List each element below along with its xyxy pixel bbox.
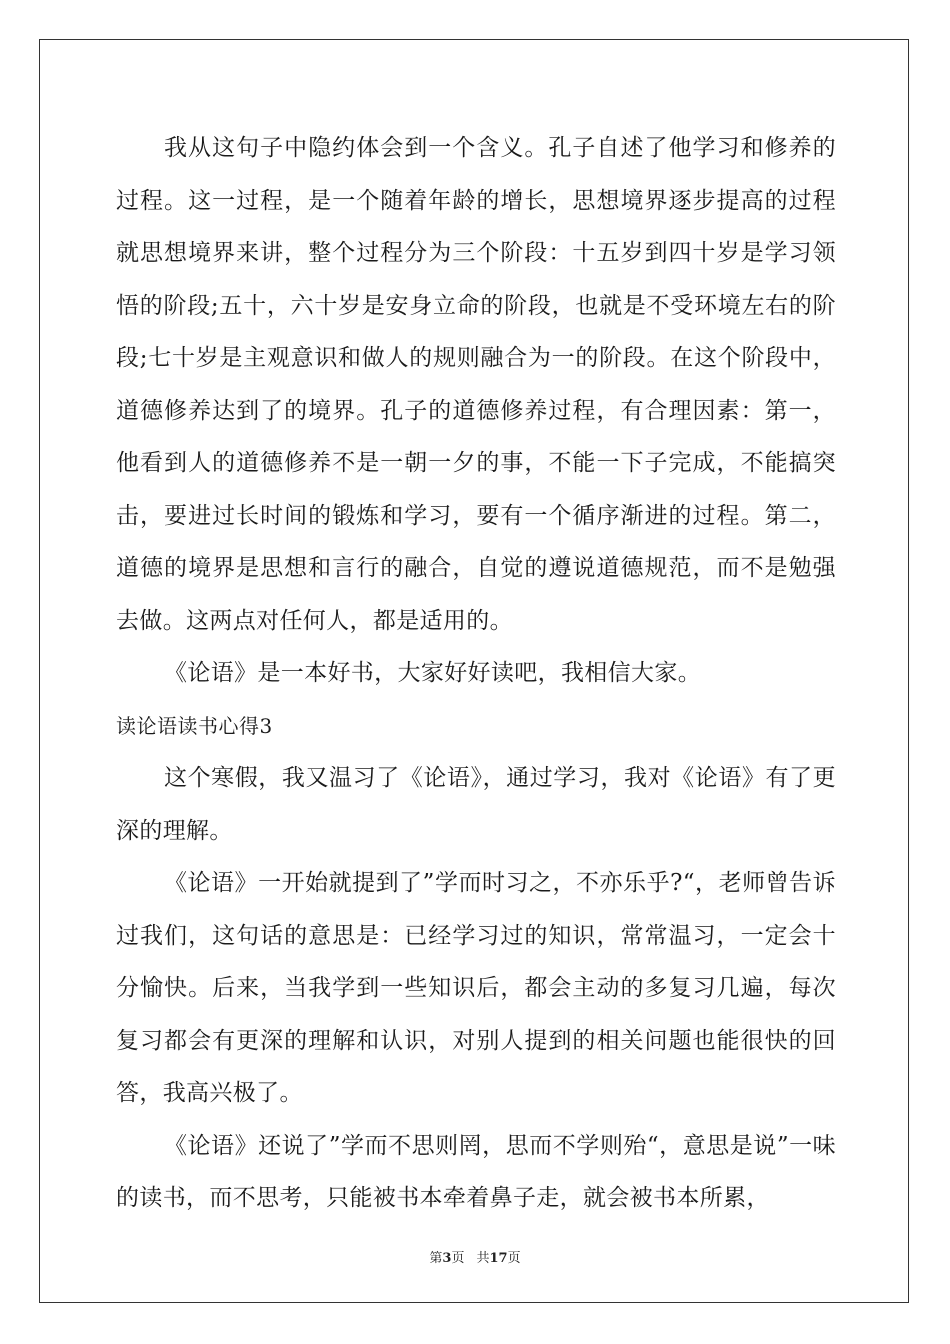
paragraph-4: 《论语》一开始就提到了”学而时习之，不亦乐乎?“，老师曾告诉过我们，这句话的意思是：已经学习过的知识，常常温习，一定会十分愉快。后来，当我学到一些知识后，都会主动的多复习几遍，每次复习都会有更深的理解和认识，对别人提到的相关问题也能很快的回答，我高兴极了。 xyxy=(116,870,836,1106)
paragraph-1: 我从这句子中隐约体会到一个含义。孔子自述了他学习和修养的过程。这一过程，是一个随着年龄的增长，思想境界逐步提高的过程就思想境界来讲，整个过程分为三个阶段：十五岁到四十岁是学习领悟的阶段;五十，六十岁是安身立命的阶段，也就是不受环境左右的阶段;七十岁是主观意识和做人的规则融合为一的阶段。在这个阶段中，道德修养达到了的境界。孔子的道德修养过程，有合理因素：第一，他看到人的道德修养不是一朝一夕的事，不能一下子完成，不能搞突击，要进过长时间的锻炼和学习，要有一个循序渐进的过程。第二，道德的境界是思想和言行的融合，自觉的遵说道德规范，而不是勉强去做。这两点对任何人，都是适用的。 xyxy=(116,135,836,634)
total-page-count: 17 xyxy=(489,1251,508,1266)
section-heading: 读论语读书心得3 xyxy=(116,713,273,738)
total-suffix: 页 xyxy=(507,1251,521,1266)
current-page-number: 3 xyxy=(442,1251,452,1266)
total-prefix: 共 xyxy=(476,1251,490,1266)
page-prefix: 第 xyxy=(429,1251,443,1266)
page-footer xyxy=(0,1247,950,1266)
document-body xyxy=(116,122,836,1225)
page-suffix: 页 xyxy=(451,1251,465,1266)
paragraph-5: 《论语》还说了”学而不思则罔，思而不学则殆“，意思是说”一味的读书，而不思考，只能被书本牵着鼻子走，就会被书本所累， xyxy=(116,1132,836,1211)
paragraph-2: 《论语》是一本好书，大家好好读吧，我相信大家。 xyxy=(164,660,702,686)
paragraph-3: 这个寒假，我又温习了《论语》，通过学习，我对《论语》有了更深的理解。 xyxy=(116,765,836,844)
